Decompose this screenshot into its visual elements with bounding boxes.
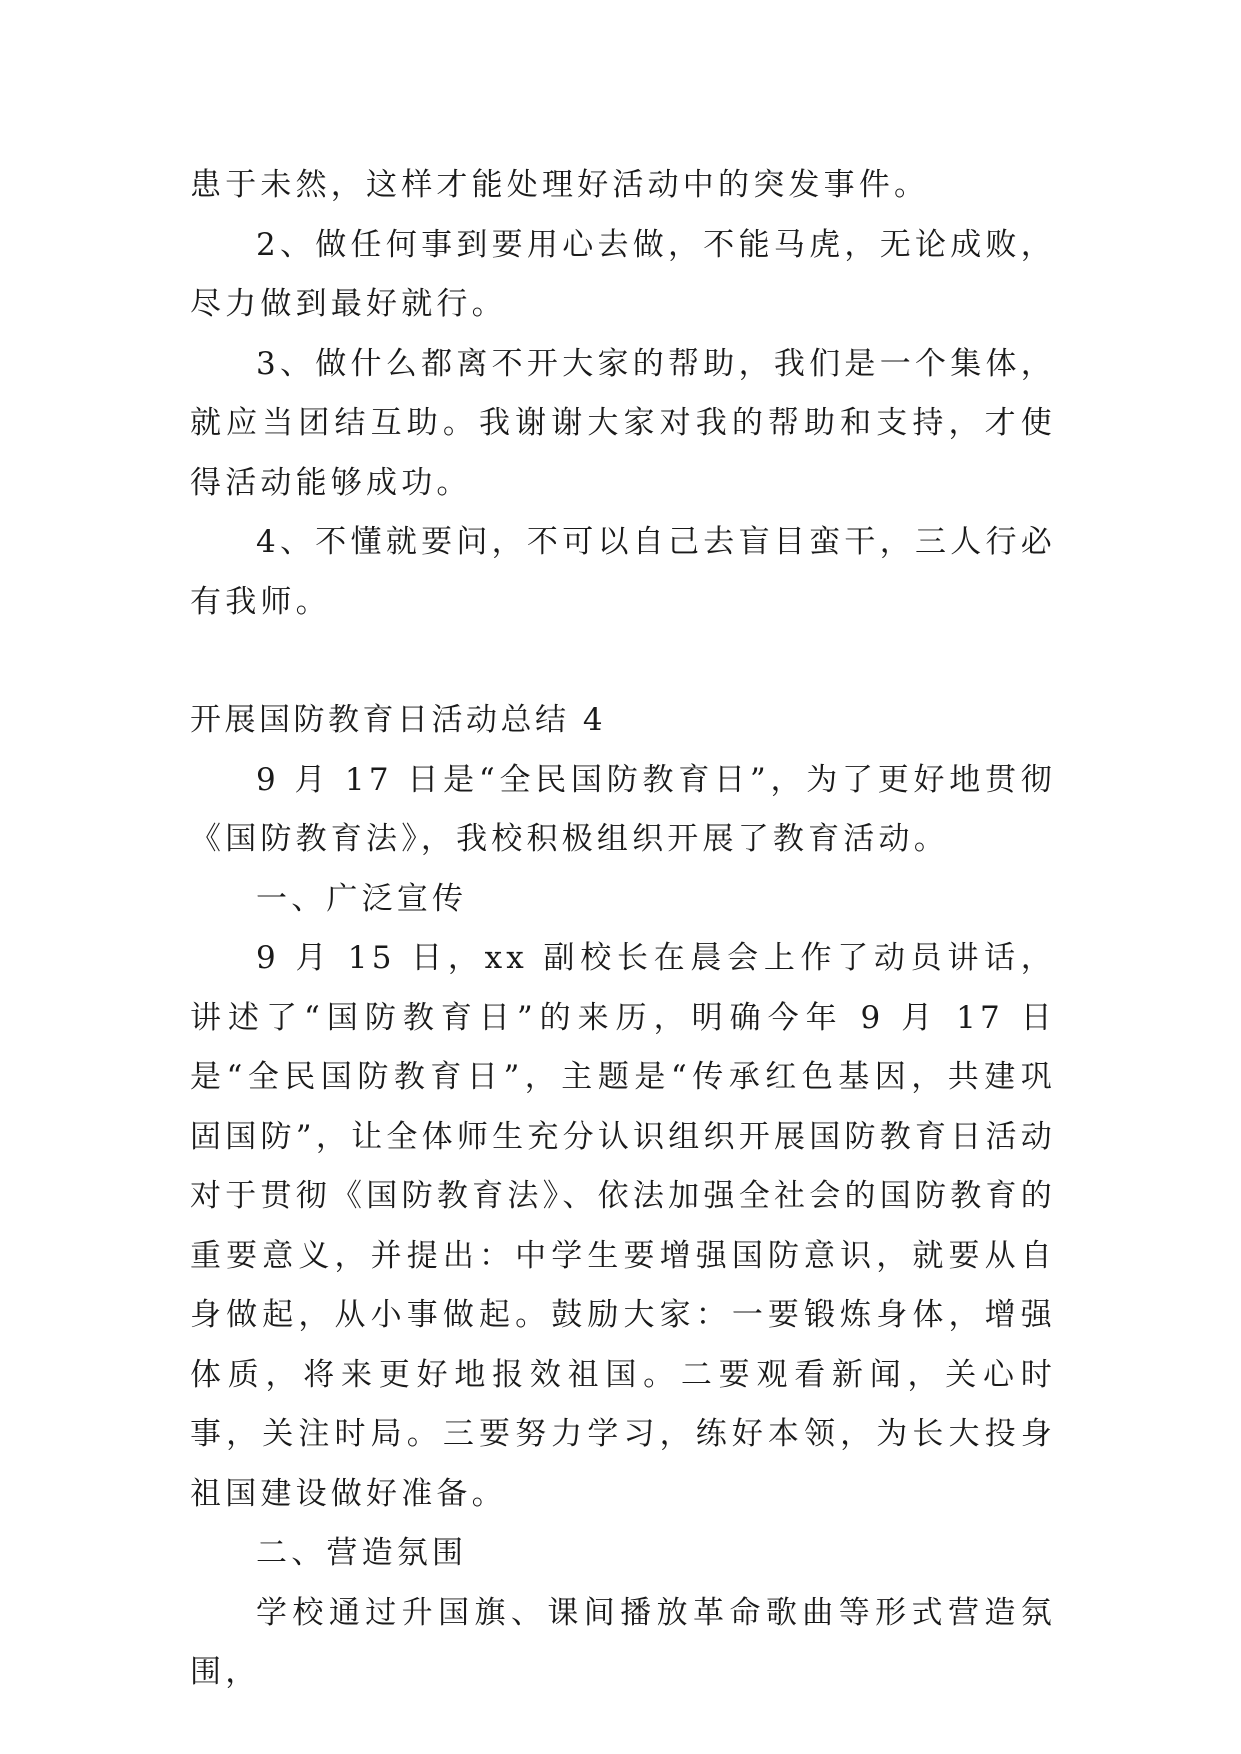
subheading-atmosphere: 二、营造氛围 bbox=[256, 1535, 468, 1571]
paragraph-point-2: 2、做任何事到要用心去做，不能马虎，无论成败，尽力做到最好就行。 bbox=[190, 226, 1056, 322]
paragraph-atmosphere-body: 学校通过升国旗、课间播放革命歌曲等形式营造氛围， bbox=[190, 1594, 1056, 1690]
section-spacer bbox=[190, 632, 1056, 691]
paragraph-point-3: 3、做什么都离不开大家的帮助，我们是一个集体，就应当团结互助。我谢谢大家对我的帮助和支持，才使得活动能够成功。 bbox=[190, 345, 1056, 501]
section-title: 开展国防教育日活动总结 4 bbox=[190, 702, 607, 738]
document-body bbox=[190, 156, 1056, 1703]
paragraph-point-4: 4、不懂就要问，不可以自己去盲目蛮干，三人行必有我师。 bbox=[190, 524, 1056, 620]
paragraph-intro: 9 月 17 日是“全民国防教育日”，为了更好地贯彻《国防教育法》，我校积极组织开展了教育活动。 bbox=[190, 761, 1056, 857]
paragraph-publicity-body: 9 月 15 日，xx 副校长在晨会上作了动员讲话，讲述了“国防教育日”的来历，明确今年 9 月 17 日是“全民国防教育日”，主题是“传承红色基因，共建巩固国防”，让全体师生充分认识组织开展国防教育日活动对于贯彻《国防教育法》、依法加强全社会的国防教育的重要意义，并提出：中学生要增强国防意识，就要从自身做起，从小事做起。鼓励大家：一要锻炼身体，增强体质，将来更好地报效祖国。二要观看新闻，关心时事，关注时局。三要努力学习，练好本领，为长大投身祖国建设做好准备。 bbox=[190, 940, 1056, 1512]
subheading-publicity: 一、广泛宣传 bbox=[256, 880, 468, 917]
paragraph-continuation: 患于未然，这样才能处理好活动中的突发事件。 bbox=[190, 167, 930, 203]
